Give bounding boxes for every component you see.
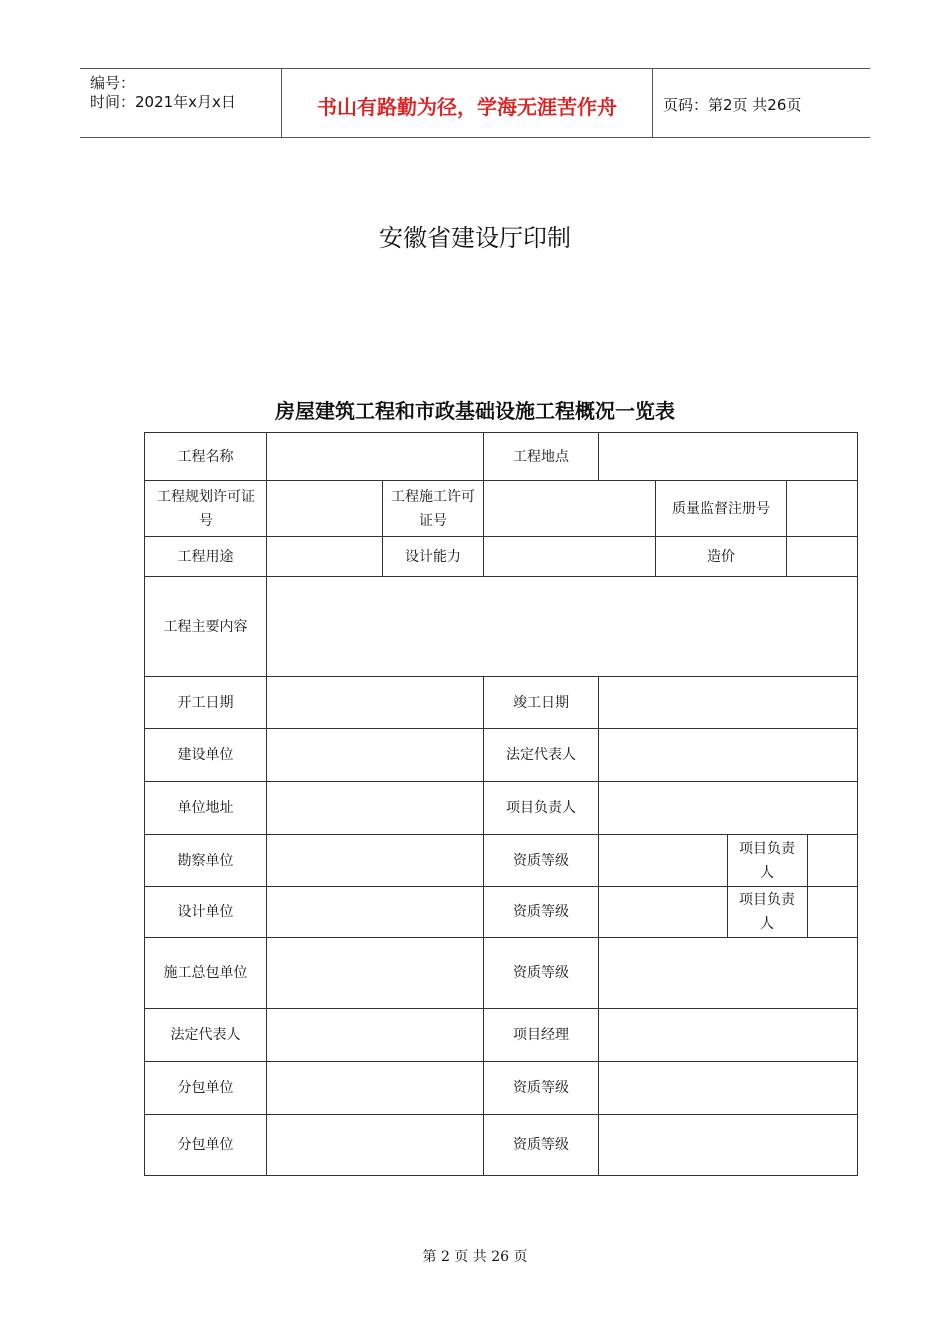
field-general-contractor[interactable] bbox=[267, 938, 483, 1008]
field-sub-qualification-1[interactable] bbox=[599, 1062, 857, 1114]
field-project-name[interactable] bbox=[267, 433, 483, 480]
label-design-unit: 设计单位 bbox=[177, 904, 234, 920]
label-start-date: 开工日期 bbox=[177, 694, 234, 711]
motto-text: 书山有路勤为径，学海无涯苦作舟 bbox=[317, 95, 617, 119]
field-survey-qualification[interactable] bbox=[599, 835, 727, 886]
header-page-info: 页码：第2页 共26页 bbox=[663, 96, 802, 114]
label-project-name: 工程名称 bbox=[177, 448, 234, 465]
grid-line bbox=[144, 1175, 858, 1176]
field-project-location[interactable] bbox=[599, 433, 857, 480]
field-design-project-lead[interactable] bbox=[808, 887, 857, 937]
field-sub-qualification-2[interactable] bbox=[599, 1115, 857, 1175]
label-survey-project-lead: 项目负责人 bbox=[739, 840, 795, 881]
grid-line bbox=[857, 432, 858, 1176]
label-legal-representative: 法定代表人 bbox=[506, 747, 576, 763]
label-project-location: 工程地点 bbox=[513, 448, 569, 465]
label-design-capacity: 设计能力 bbox=[405, 548, 461, 565]
label-cost: 造价 bbox=[707, 548, 735, 565]
label-construction-permit: 工程施工许可证号 bbox=[391, 488, 475, 529]
label-sub-qualification-1: 资质等级 bbox=[513, 1080, 569, 1096]
field-design-unit[interactable] bbox=[267, 887, 483, 937]
project-overview-form bbox=[144, 432, 858, 1176]
field-quality-reg-no[interactable] bbox=[787, 481, 857, 536]
field-completion-date[interactable] bbox=[599, 677, 857, 728]
label-survey-qualification: 资质等级 bbox=[513, 852, 569, 869]
field-construction-permit[interactable] bbox=[484, 481, 655, 536]
label-subcontractor-2: 分包单位 bbox=[177, 1137, 234, 1153]
label-build-unit: 建设单位 bbox=[177, 747, 234, 763]
field-planning-permit[interactable] bbox=[267, 481, 382, 536]
field-subcontractor-1[interactable] bbox=[267, 1062, 483, 1114]
label-project-use: 工程用途 bbox=[177, 548, 234, 565]
field-survey-unit[interactable] bbox=[267, 835, 483, 886]
field-start-date[interactable] bbox=[267, 677, 483, 728]
label-design-qualification: 资质等级 bbox=[513, 904, 569, 920]
field-unit-address[interactable] bbox=[267, 782, 483, 834]
header-meta-cell bbox=[80, 69, 282, 137]
label-planning-permit: 工程规划许可证号 bbox=[157, 488, 255, 529]
label-general-contractor: 施工总包单位 bbox=[163, 965, 248, 981]
document-header bbox=[80, 68, 870, 138]
field-build-unit[interactable] bbox=[267, 729, 483, 781]
field-design-capacity[interactable] bbox=[484, 537, 655, 576]
label-main-content: 工程主要内容 bbox=[163, 618, 248, 635]
field-subcontractor-2[interactable] bbox=[267, 1115, 483, 1175]
date-line: 时间：2021年x月x日 bbox=[90, 93, 236, 111]
form-title: 房屋建筑工程和市政基础设施工程概况一览表 bbox=[275, 399, 675, 423]
label-project-lead: 项目负责人 bbox=[506, 800, 576, 816]
header-motto-cell bbox=[282, 69, 653, 137]
field-survey-project-lead[interactable] bbox=[808, 835, 857, 886]
serial-number-label: 编号： bbox=[90, 74, 136, 92]
field-project-lead[interactable] bbox=[599, 782, 857, 834]
issuing-organization: 安徽省建设厅印制 bbox=[379, 224, 571, 252]
field-project-manager[interactable] bbox=[599, 1009, 857, 1061]
field-gc-qualification[interactable] bbox=[599, 938, 857, 1008]
field-gc-legal-representative[interactable] bbox=[267, 1009, 483, 1061]
label-completion-date: 竣工日期 bbox=[513, 694, 569, 711]
field-project-use[interactable] bbox=[267, 537, 382, 576]
label-sub-qualification-2: 资质等级 bbox=[513, 1137, 569, 1153]
header-page-cell bbox=[653, 69, 870, 137]
label-subcontractor-1: 分包单位 bbox=[177, 1080, 234, 1096]
field-cost[interactable] bbox=[787, 537, 857, 576]
page-footer: 第 2 页 共 26 页 bbox=[422, 1249, 528, 1265]
label-project-manager: 项目经理 bbox=[513, 1027, 569, 1043]
label-design-project-lead: 项目负责人 bbox=[739, 892, 795, 932]
label-gc-qualification: 资质等级 bbox=[513, 965, 569, 981]
label-quality-reg-no: 质量监督注册号 bbox=[672, 500, 770, 517]
field-design-qualification[interactable] bbox=[599, 887, 727, 937]
field-main-content[interactable] bbox=[267, 577, 857, 676]
label-unit-address: 单位地址 bbox=[177, 800, 234, 816]
label-gc-legal-representative: 法定代表人 bbox=[170, 1027, 241, 1043]
grid-line bbox=[727, 834, 728, 937]
field-legal-representative[interactable] bbox=[599, 729, 857, 781]
label-survey-unit: 勘察单位 bbox=[177, 852, 234, 869]
